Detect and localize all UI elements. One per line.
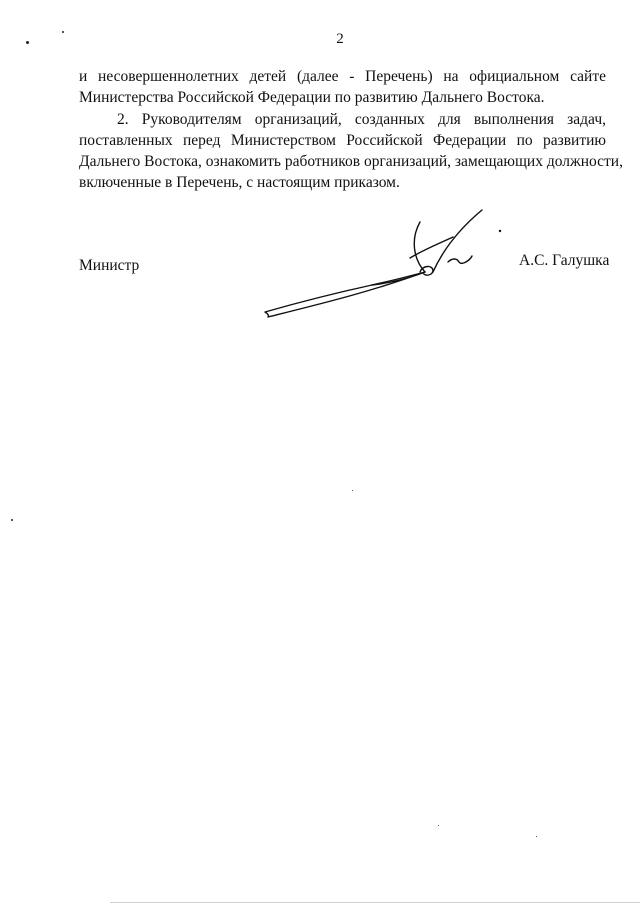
- ink-dot: [499, 230, 501, 232]
- scan-speck: [438, 825, 439, 826]
- scan-speck: [26, 41, 29, 44]
- scan-speck: [11, 519, 13, 521]
- handwritten-signature: [260, 200, 510, 325]
- scan-speck: [352, 490, 353, 491]
- signer-title: Министр: [79, 257, 140, 274]
- signer-name: А.С. Галушка: [519, 252, 610, 269]
- paragraph-2-line-2: поставленных перед Министерством Российской Федерации по развитию: [79, 132, 606, 149]
- page-number: 2: [336, 31, 344, 47]
- paragraph-1: [79, 66, 606, 108]
- paragraph-2-line-4: включенные в Перечень, с настоящим приказом.: [79, 174, 400, 191]
- paragraph-1-line-1: и несовершеннолетних детей (далее - Перечень) на официальном сайте: [79, 68, 606, 85]
- paragraph-2-line-3: Дальнего Востока, ознакомить работников организаций, замещающих должности,: [79, 153, 623, 170]
- paragraph-2: [79, 109, 623, 193]
- paragraph-2-line-1: 2. Руководителям организаций, созданных для выполнения задач,: [117, 111, 606, 128]
- scan-speck: [62, 31, 64, 33]
- paragraph-1-line-2: Министерства Российской Федерации по развитию Дальнего Востока.: [79, 89, 545, 106]
- scan-edge: [110, 902, 640, 903]
- scan-speck: [536, 836, 537, 837]
